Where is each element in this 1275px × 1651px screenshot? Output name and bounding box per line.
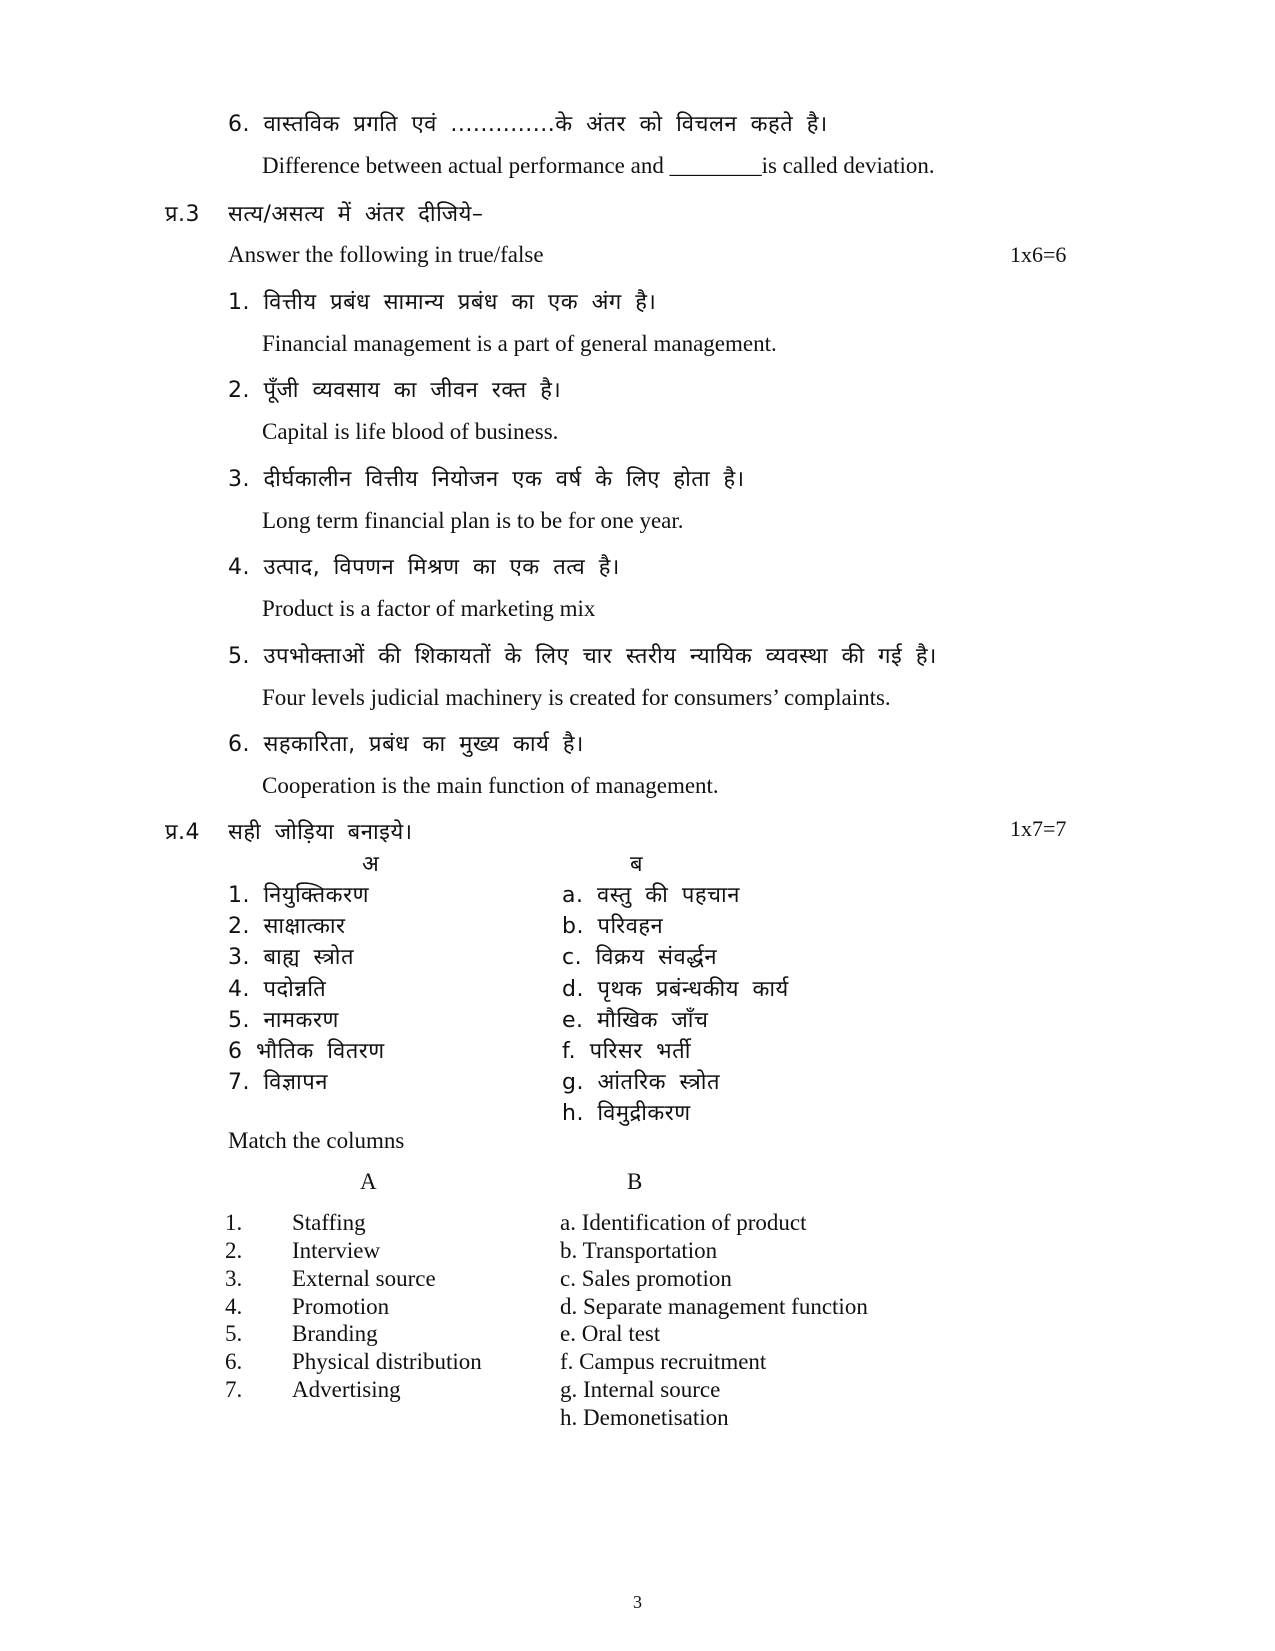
- q4-right-hindi-e: e. मौखिक जाँच: [562, 1008, 709, 1033]
- q3-item4-english: Product is a factor of marketing mix: [262, 596, 596, 621]
- q3-item3-english: Long term financial plan is to be for one year.: [262, 508, 684, 533]
- q4-left-hindi-1: 1. नियुक्तिकरण: [228, 883, 369, 908]
- q4-right-hindi-a: a. वस्तु की पहचान: [562, 883, 740, 908]
- q4-right-hindi-h: h. विमुद्रीकरण: [562, 1101, 691, 1126]
- q4-right-english-h: h. Demonetisation: [560, 1405, 729, 1430]
- q3-label: प्र.3: [165, 202, 201, 227]
- q4-heading-english: Match the columns: [228, 1128, 405, 1153]
- q3-item5-english: Four levels judicial machinery is created for consumers’ complaints.: [262, 685, 891, 710]
- q3-item3-hindi: 3. दीर्घकालीन वित्तीय नियोजन एक वर्ष के लिए होता है।: [228, 467, 745, 492]
- q4-right-english-f: f. Campus recruitment: [560, 1349, 767, 1374]
- q4-left-english-num-7: 7.: [225, 1377, 243, 1402]
- q3-marks: 1x6=6: [1010, 242, 1067, 267]
- q4-left-english-text-5: Branding: [292, 1321, 378, 1346]
- q2-item6-english: Difference between actual performance and ________is called deviation.: [262, 153, 935, 178]
- q3-item1-english: Financial management is a part of general management.: [262, 331, 777, 356]
- q4-left-english-num-5: 5.: [225, 1321, 243, 1346]
- q4-right-hindi-b: b. परिवहन: [562, 914, 664, 939]
- q4-col-a-hindi: अ: [362, 852, 380, 877]
- q4-col-b-english: B: [627, 1169, 643, 1194]
- q4-left-hindi-5: 5. नामकरण: [228, 1008, 339, 1033]
- q2-item6-hindi: 6. वास्तविक प्रगति एवं ..............के अंतर को विचलन कहते है।: [228, 112, 828, 137]
- q4-left-english-num-1: 1.: [225, 1210, 243, 1235]
- q3-item4-hindi: 4. उत्पाद, विपणन मिश्रण का एक तत्व है।: [228, 555, 620, 580]
- q4-right-english-e: e. Oral test: [560, 1321, 661, 1346]
- q4-left-hindi-6: 6 भौतिक वितरण: [228, 1039, 385, 1064]
- q4-left-english-text-4: Promotion: [292, 1294, 390, 1319]
- q3-item6-english: Cooperation is the main function of management.: [262, 773, 719, 798]
- page-number: 3: [633, 1592, 642, 1612]
- q4-left-english-text-7: Advertising: [292, 1377, 401, 1402]
- q3-item5-hindi: 5. उपभोक्ताओं की शिकायतों के लिए चार स्तरीय न्यायिक व्यवस्था की गई है।: [228, 644, 937, 669]
- q4-left-english-text-3: External source: [292, 1266, 436, 1291]
- q4-right-english-b: b. Transportation: [560, 1238, 718, 1263]
- q4-left-english-num-2: 2.: [225, 1238, 243, 1263]
- q4-col-b-hindi: ब: [630, 852, 644, 877]
- q4-left-english-text-6: Physical distribution: [292, 1349, 482, 1374]
- q4-right-english-c: c. Sales promotion: [560, 1266, 732, 1291]
- q4-right-english-a: a. Identification of product: [560, 1210, 807, 1235]
- q4-heading-hindi: सही जोड़िया बनाइये।: [228, 820, 413, 845]
- q3-item6-hindi: 6. सहकारिता, प्रबंध का मुख्य कार्य है।: [228, 732, 584, 757]
- q4-left-english-text-2: Interview: [292, 1238, 381, 1263]
- q4-col-a-english: A: [360, 1169, 377, 1194]
- q4-left-english-text-1: Staffing: [292, 1210, 366, 1235]
- q4-right-hindi-g: g. आंतरिक स्त्रोत: [562, 1070, 721, 1095]
- q4-right-english-g: g. Internal source: [560, 1377, 721, 1402]
- q3-item2-english: Capital is life blood of business.: [262, 419, 559, 444]
- q4-right-english-d: d. Separate management function: [560, 1294, 868, 1319]
- q4-left-hindi-2: 2. साक्षात्कार: [228, 914, 346, 939]
- q4-left-hindi-7: 7. विज्ञापन: [228, 1070, 328, 1095]
- q4-right-hindi-f: f. परिसर भर्ती: [562, 1039, 691, 1064]
- q4-right-hindi-c: c. विक्रय संवर्द्धन: [562, 945, 718, 970]
- q4-marks: 1x7=7: [1010, 816, 1067, 841]
- q3-heading-english: Answer the following in true/false: [228, 242, 544, 267]
- q4-left-english-num-4: 4.: [225, 1294, 243, 1319]
- q3-item2-hindi: 2. पूँजी व्यवसाय का जीवन रक्त है।: [228, 378, 562, 403]
- q4-label: प्र.4: [165, 820, 201, 845]
- q3-heading-hindi: सत्य/असत्य में अंतर दीजिये–: [228, 202, 484, 227]
- q4-left-english-num-6: 6.: [225, 1349, 243, 1374]
- q4-left-english-num-3: 3.: [225, 1266, 243, 1291]
- q4-left-hindi-4: 4. पदोन्नति: [228, 977, 327, 1002]
- q4-left-hindi-3: 3. बाह्य स्त्रोत: [228, 945, 354, 970]
- q4-right-hindi-d: d. पृथक प्रबंन्धकीय कार्य: [562, 977, 789, 1002]
- q3-item1-hindi: 1. वित्तीय प्रबंध सामान्य प्रबंध का एक अंग है।: [228, 290, 657, 315]
